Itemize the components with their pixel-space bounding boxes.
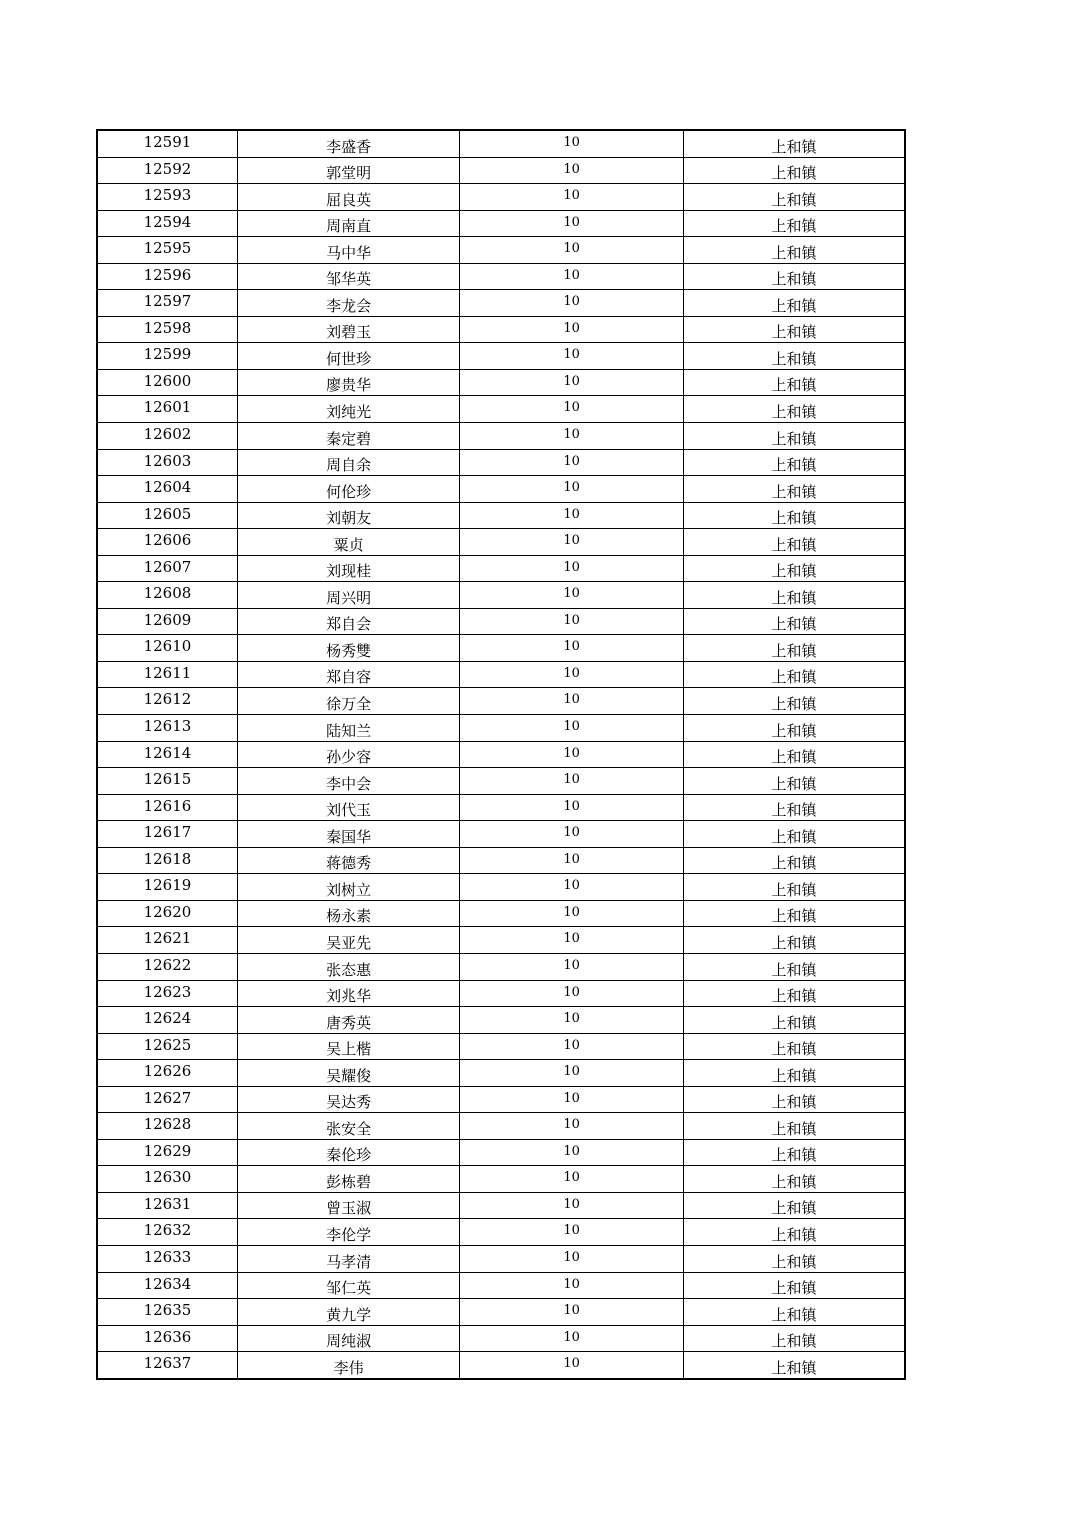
cell-id: 12633 bbox=[97, 1245, 237, 1272]
table-row bbox=[97, 847, 905, 874]
cell-id: 12608 bbox=[97, 582, 237, 609]
cell-town: 上和镇 bbox=[683, 1299, 905, 1326]
cell-id: 12606 bbox=[97, 529, 237, 556]
cell-id: 12609 bbox=[97, 608, 237, 635]
cell-id: 12596 bbox=[97, 263, 237, 290]
cell-amount: 10 bbox=[460, 635, 684, 662]
cell-name: 蒋德秀 bbox=[237, 847, 460, 874]
cell-name: 周自余 bbox=[237, 449, 460, 476]
cell-name: 唐秀英 bbox=[237, 1007, 460, 1034]
cell-name: 刘纯光 bbox=[237, 396, 460, 423]
cell-name: 李伦学 bbox=[237, 1219, 460, 1246]
cell-amount: 10 bbox=[460, 1325, 684, 1352]
cell-id: 12618 bbox=[97, 847, 237, 874]
cell-town: 上和镇 bbox=[683, 1166, 905, 1193]
cell-town: 上和镇 bbox=[683, 900, 905, 927]
cell-town: 上和镇 bbox=[683, 1219, 905, 1246]
cell-amount: 10 bbox=[460, 529, 684, 556]
cell-amount: 10 bbox=[460, 184, 684, 211]
cell-name: 秦国华 bbox=[237, 821, 460, 848]
cell-amount: 10 bbox=[460, 396, 684, 423]
cell-id: 12602 bbox=[97, 423, 237, 450]
cell-amount: 10 bbox=[460, 1086, 684, 1113]
table-row bbox=[97, 1272, 905, 1299]
cell-amount: 10 bbox=[460, 794, 684, 821]
cell-id: 12622 bbox=[97, 953, 237, 980]
cell-amount: 10 bbox=[460, 476, 684, 503]
cell-name: 曾玉淑 bbox=[237, 1192, 460, 1219]
cell-town: 上和镇 bbox=[683, 741, 905, 768]
cell-id: 12627 bbox=[97, 1086, 237, 1113]
table-row bbox=[97, 927, 905, 954]
cell-name: 李龙会 bbox=[237, 290, 460, 317]
cell-name: 张态惠 bbox=[237, 953, 460, 980]
cell-id: 12615 bbox=[97, 768, 237, 795]
cell-amount: 10 bbox=[460, 555, 684, 582]
cell-amount: 10 bbox=[460, 980, 684, 1007]
cell-name: 刘碧玉 bbox=[237, 316, 460, 343]
table-row bbox=[97, 874, 905, 901]
table-row bbox=[97, 1352, 905, 1379]
cell-town: 上和镇 bbox=[683, 980, 905, 1007]
cell-amount: 10 bbox=[460, 316, 684, 343]
table-row bbox=[97, 316, 905, 343]
cell-amount: 10 bbox=[460, 715, 684, 742]
cell-amount: 10 bbox=[460, 608, 684, 635]
cell-name: 杨永素 bbox=[237, 900, 460, 927]
cell-name: 何世珍 bbox=[237, 343, 460, 370]
cell-id: 12620 bbox=[97, 900, 237, 927]
cell-town: 上和镇 bbox=[683, 502, 905, 529]
cell-town: 上和镇 bbox=[683, 1060, 905, 1087]
table-row bbox=[97, 184, 905, 211]
table-row bbox=[97, 476, 905, 503]
table-row bbox=[97, 1113, 905, 1140]
cell-town: 上和镇 bbox=[683, 821, 905, 848]
cell-id: 12604 bbox=[97, 476, 237, 503]
table-row bbox=[97, 688, 905, 715]
cell-name: 周纯淑 bbox=[237, 1325, 460, 1352]
cell-name: 邹华英 bbox=[237, 263, 460, 290]
table-row bbox=[97, 1139, 905, 1166]
cell-amount: 10 bbox=[460, 1245, 684, 1272]
cell-name: 刘现桂 bbox=[237, 555, 460, 582]
cell-name: 杨秀雙 bbox=[237, 635, 460, 662]
cell-town: 上和镇 bbox=[683, 1352, 905, 1379]
cell-id: 12611 bbox=[97, 661, 237, 688]
cell-town: 上和镇 bbox=[683, 396, 905, 423]
cell-id: 12625 bbox=[97, 1033, 237, 1060]
cell-amount: 10 bbox=[460, 953, 684, 980]
table-row bbox=[97, 449, 905, 476]
cell-town: 上和镇 bbox=[683, 794, 905, 821]
cell-town: 上和镇 bbox=[683, 582, 905, 609]
cell-amount: 10 bbox=[460, 1192, 684, 1219]
cell-id: 12594 bbox=[97, 210, 237, 237]
data-table bbox=[96, 129, 906, 1380]
cell-amount: 10 bbox=[460, 661, 684, 688]
cell-name: 陆知兰 bbox=[237, 715, 460, 742]
cell-amount: 10 bbox=[460, 1352, 684, 1379]
cell-amount: 10 bbox=[460, 874, 684, 901]
table-row bbox=[97, 794, 905, 821]
cell-town: 上和镇 bbox=[683, 1033, 905, 1060]
cell-amount: 10 bbox=[460, 1299, 684, 1326]
table-row bbox=[97, 715, 905, 742]
cell-town: 上和镇 bbox=[683, 290, 905, 317]
table-row bbox=[97, 1245, 905, 1272]
table-row bbox=[97, 210, 905, 237]
cell-id: 12613 bbox=[97, 715, 237, 742]
table-row bbox=[97, 821, 905, 848]
cell-amount: 10 bbox=[460, 847, 684, 874]
cell-name: 徐万全 bbox=[237, 688, 460, 715]
cell-amount: 10 bbox=[460, 343, 684, 370]
cell-amount: 10 bbox=[460, 768, 684, 795]
cell-name: 彭栋碧 bbox=[237, 1166, 460, 1193]
cell-town: 上和镇 bbox=[683, 1086, 905, 1113]
cell-id: 12600 bbox=[97, 369, 237, 396]
cell-id: 12612 bbox=[97, 688, 237, 715]
cell-id: 12628 bbox=[97, 1113, 237, 1140]
cell-name: 郭堂明 bbox=[237, 157, 460, 184]
table-row bbox=[97, 1325, 905, 1352]
cell-id: 12601 bbox=[97, 396, 237, 423]
table-row bbox=[97, 369, 905, 396]
cell-name: 粟贞 bbox=[237, 529, 460, 556]
cell-amount: 10 bbox=[460, 157, 684, 184]
cell-name: 屈良英 bbox=[237, 184, 460, 211]
cell-name: 秦定碧 bbox=[237, 423, 460, 450]
cell-amount: 10 bbox=[460, 502, 684, 529]
cell-amount: 10 bbox=[460, 821, 684, 848]
cell-name: 刘兆华 bbox=[237, 980, 460, 1007]
cell-amount: 10 bbox=[460, 900, 684, 927]
cell-town: 上和镇 bbox=[683, 184, 905, 211]
table-row bbox=[97, 1086, 905, 1113]
cell-id: 12603 bbox=[97, 449, 237, 476]
cell-name: 刘朝友 bbox=[237, 502, 460, 529]
cell-name: 吴上楷 bbox=[237, 1033, 460, 1060]
cell-amount: 10 bbox=[460, 1007, 684, 1034]
cell-name: 廖贵华 bbox=[237, 369, 460, 396]
cell-name: 周南直 bbox=[237, 210, 460, 237]
cell-id: 12631 bbox=[97, 1192, 237, 1219]
table-row bbox=[97, 157, 905, 184]
cell-town: 上和镇 bbox=[683, 130, 905, 157]
cell-amount: 10 bbox=[460, 927, 684, 954]
table-row bbox=[97, 290, 905, 317]
cell-town: 上和镇 bbox=[683, 529, 905, 556]
cell-town: 上和镇 bbox=[683, 237, 905, 264]
cell-id: 12630 bbox=[97, 1166, 237, 1193]
cell-town: 上和镇 bbox=[683, 608, 905, 635]
cell-name: 刘代玉 bbox=[237, 794, 460, 821]
cell-town: 上和镇 bbox=[683, 343, 905, 370]
cell-town: 上和镇 bbox=[683, 476, 905, 503]
cell-town: 上和镇 bbox=[683, 688, 905, 715]
cell-id: 12599 bbox=[97, 343, 237, 370]
cell-town: 上和镇 bbox=[683, 1325, 905, 1352]
cell-name: 周兴明 bbox=[237, 582, 460, 609]
cell-name: 孙少容 bbox=[237, 741, 460, 768]
table-row bbox=[97, 343, 905, 370]
cell-id: 12626 bbox=[97, 1060, 237, 1087]
cell-id: 12607 bbox=[97, 555, 237, 582]
cell-name: 马孝清 bbox=[237, 1245, 460, 1272]
table-row bbox=[97, 555, 905, 582]
cell-town: 上和镇 bbox=[683, 1113, 905, 1140]
table-row bbox=[97, 635, 905, 662]
cell-id: 12617 bbox=[97, 821, 237, 848]
cell-town: 上和镇 bbox=[683, 1139, 905, 1166]
cell-town: 上和镇 bbox=[683, 423, 905, 450]
cell-name: 秦伦珍 bbox=[237, 1139, 460, 1166]
cell-id: 12634 bbox=[97, 1272, 237, 1299]
cell-town: 上和镇 bbox=[683, 449, 905, 476]
cell-id: 12629 bbox=[97, 1139, 237, 1166]
table-row bbox=[97, 263, 905, 290]
cell-town: 上和镇 bbox=[683, 157, 905, 184]
cell-town: 上和镇 bbox=[683, 953, 905, 980]
cell-town: 上和镇 bbox=[683, 1272, 905, 1299]
cell-amount: 10 bbox=[460, 1139, 684, 1166]
table-row bbox=[97, 741, 905, 768]
cell-town: 上和镇 bbox=[683, 715, 905, 742]
cell-name: 刘树立 bbox=[237, 874, 460, 901]
cell-amount: 10 bbox=[460, 688, 684, 715]
cell-name: 何伦珍 bbox=[237, 476, 460, 503]
table-row bbox=[97, 953, 905, 980]
cell-town: 上和镇 bbox=[683, 263, 905, 290]
cell-town: 上和镇 bbox=[683, 210, 905, 237]
cell-amount: 10 bbox=[460, 263, 684, 290]
table-row bbox=[97, 980, 905, 1007]
table-row bbox=[97, 900, 905, 927]
cell-id: 12624 bbox=[97, 1007, 237, 1034]
cell-id: 12632 bbox=[97, 1219, 237, 1246]
table-row bbox=[97, 529, 905, 556]
cell-id: 12593 bbox=[97, 184, 237, 211]
cell-id: 12619 bbox=[97, 874, 237, 901]
table-row bbox=[97, 130, 905, 157]
cell-name: 马中华 bbox=[237, 237, 460, 264]
cell-amount: 10 bbox=[460, 423, 684, 450]
table-row bbox=[97, 608, 905, 635]
cell-amount: 10 bbox=[460, 582, 684, 609]
table-body bbox=[97, 130, 905, 1379]
cell-town: 上和镇 bbox=[683, 847, 905, 874]
cell-town: 上和镇 bbox=[683, 316, 905, 343]
cell-amount: 10 bbox=[460, 449, 684, 476]
cell-id: 12614 bbox=[97, 741, 237, 768]
table-row bbox=[97, 1007, 905, 1034]
cell-id: 12591 bbox=[97, 130, 237, 157]
cell-amount: 10 bbox=[460, 130, 684, 157]
cell-id: 12595 bbox=[97, 237, 237, 264]
cell-id: 12621 bbox=[97, 927, 237, 954]
cell-amount: 10 bbox=[460, 237, 684, 264]
table-row bbox=[97, 396, 905, 423]
cell-amount: 10 bbox=[460, 290, 684, 317]
cell-amount: 10 bbox=[460, 1113, 684, 1140]
cell-id: 12605 bbox=[97, 502, 237, 529]
cell-town: 上和镇 bbox=[683, 555, 905, 582]
cell-name: 吴耀俊 bbox=[237, 1060, 460, 1087]
cell-name: 郑自容 bbox=[237, 661, 460, 688]
cell-town: 上和镇 bbox=[683, 661, 905, 688]
cell-town: 上和镇 bbox=[683, 369, 905, 396]
cell-name: 邹仁英 bbox=[237, 1272, 460, 1299]
cell-amount: 10 bbox=[460, 210, 684, 237]
cell-town: 上和镇 bbox=[683, 1245, 905, 1272]
cell-town: 上和镇 bbox=[683, 1007, 905, 1034]
cell-id: 12598 bbox=[97, 316, 237, 343]
table-row bbox=[97, 502, 905, 529]
cell-town: 上和镇 bbox=[683, 874, 905, 901]
cell-id: 12597 bbox=[97, 290, 237, 317]
table-row bbox=[97, 582, 905, 609]
cell-name: 吴亚先 bbox=[237, 927, 460, 954]
table-row bbox=[97, 1166, 905, 1193]
table-row bbox=[97, 1299, 905, 1326]
table-row bbox=[97, 237, 905, 264]
cell-amount: 10 bbox=[460, 1060, 684, 1087]
cell-id: 12623 bbox=[97, 980, 237, 1007]
cell-id: 12610 bbox=[97, 635, 237, 662]
table-row bbox=[97, 1219, 905, 1246]
cell-name: 吴达秀 bbox=[237, 1086, 460, 1113]
cell-id: 12635 bbox=[97, 1299, 237, 1326]
table-row bbox=[97, 1192, 905, 1219]
cell-name: 张安全 bbox=[237, 1113, 460, 1140]
cell-town: 上和镇 bbox=[683, 1192, 905, 1219]
cell-town: 上和镇 bbox=[683, 927, 905, 954]
cell-id: 12637 bbox=[97, 1352, 237, 1379]
table-row bbox=[97, 661, 905, 688]
cell-name: 黄九学 bbox=[237, 1299, 460, 1326]
cell-amount: 10 bbox=[460, 1219, 684, 1246]
cell-name: 李伟 bbox=[237, 1352, 460, 1379]
cell-amount: 10 bbox=[460, 369, 684, 396]
cell-id: 12616 bbox=[97, 794, 237, 821]
cell-name: 李中会 bbox=[237, 768, 460, 795]
cell-id: 12636 bbox=[97, 1325, 237, 1352]
table-row bbox=[97, 1060, 905, 1087]
table-row bbox=[97, 423, 905, 450]
table-row bbox=[97, 1033, 905, 1060]
cell-amount: 10 bbox=[460, 741, 684, 768]
table-row bbox=[97, 768, 905, 795]
cell-name: 李盛香 bbox=[237, 130, 460, 157]
cell-town: 上和镇 bbox=[683, 635, 905, 662]
cell-amount: 10 bbox=[460, 1166, 684, 1193]
cell-name: 郑自会 bbox=[237, 608, 460, 635]
cell-town: 上和镇 bbox=[683, 768, 905, 795]
cell-id: 12592 bbox=[97, 157, 237, 184]
cell-amount: 10 bbox=[460, 1272, 684, 1299]
cell-amount: 10 bbox=[460, 1033, 684, 1060]
